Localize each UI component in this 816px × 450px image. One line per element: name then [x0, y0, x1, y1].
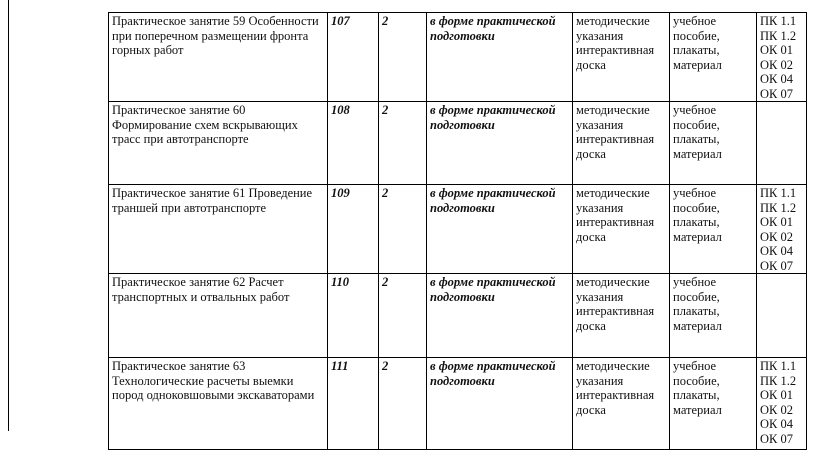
aids-line: плакаты, — [673, 388, 720, 402]
lesson-form-cell: в форме практической подготовки — [427, 358, 573, 450]
aids-line: материал — [673, 318, 722, 333]
table-row — [109, 185, 807, 274]
lesson-number-cell: 108 — [328, 102, 379, 185]
aids-line: пособие, — [673, 28, 720, 43]
lesson-plan-table — [108, 12, 807, 450]
aids-line: пособие, — [673, 373, 720, 388]
lesson-title-cell: Практическое занятие 63 Технологические расчеты выемки пород одноковшовыми экскаваторами — [109, 358, 328, 450]
aids-line: материал — [673, 57, 722, 72]
methods-cell — [573, 13, 670, 102]
aids-line: материал — [673, 402, 722, 417]
competency-code: ПК 1.2 — [760, 200, 797, 215]
competency-code: ОК 07 — [760, 258, 793, 273]
aids-line: пособие, — [673, 117, 720, 132]
hours-cell: 2 — [379, 274, 427, 358]
competency-code: ОК 04 — [760, 417, 793, 431]
aids-line: пособие, — [673, 200, 720, 215]
competencies-cell — [757, 13, 807, 102]
competencies-cell — [757, 102, 807, 185]
competency-code: ПК 1.2 — [760, 373, 797, 388]
aids-line: материал — [673, 146, 722, 161]
methods-line: методические — [576, 186, 650, 200]
lesson-title-cell: Практическое занятие 62 Расчет транспортных и отвальных работ — [109, 274, 328, 358]
lesson-title-cell: Практическое занятие 61 Проведение траншей при автотранспорте — [109, 185, 328, 274]
competency-code: ПК 1.1 — [760, 14, 797, 28]
table-row — [109, 13, 807, 102]
methods-line: интерактивная — [576, 43, 655, 57]
table-row — [109, 102, 807, 185]
lesson-number-cell: 109 — [328, 185, 379, 274]
competency-code: ОК 07 — [760, 431, 793, 446]
table-row — [109, 358, 807, 450]
lesson-number-cell: 110 — [328, 274, 379, 358]
competencies-cell — [757, 274, 807, 358]
aids-line: плакаты, — [673, 43, 720, 57]
methods-line: доска — [576, 229, 606, 244]
competencies-cell — [757, 358, 807, 450]
competency-code: ПК 1.1 — [760, 186, 797, 200]
methods-line: интерактивная — [576, 304, 655, 318]
competency-code: ОК 04 — [760, 72, 793, 86]
aids-line: учебное — [673, 359, 717, 373]
aids-line: материал — [673, 229, 722, 244]
methods-line: указания — [576, 373, 624, 388]
competency-code: ПК 1.2 — [760, 28, 797, 43]
methods-line: доска — [576, 318, 606, 333]
lesson-title-cell: Практическое занятие 60 Формирование схем вскрывающих трасс при автотранспорте — [109, 102, 328, 185]
teaching-aids-cell — [670, 274, 757, 358]
page-margin-rule — [8, 0, 9, 431]
methods-line: указания — [576, 28, 624, 43]
table-row — [109, 274, 807, 358]
competency-code: ОК 02 — [760, 229, 793, 244]
lesson-form-cell: в форме практической подготовки — [427, 274, 573, 358]
methods-line: интерактивная — [576, 132, 655, 146]
hours-cell: 2 — [379, 102, 427, 185]
aids-line: учебное — [673, 14, 717, 28]
methods-cell — [573, 274, 670, 358]
teaching-aids-cell — [670, 13, 757, 102]
methods-line: методические — [576, 103, 650, 117]
competency-code: ОК 02 — [760, 402, 793, 417]
competency-code: ОК 02 — [760, 57, 793, 72]
teaching-aids-cell — [670, 185, 757, 274]
methods-cell — [573, 185, 670, 274]
methods-line: методические — [576, 275, 650, 289]
lesson-form-cell: в форме практической подготовки — [427, 13, 573, 102]
methods-line: доска — [576, 57, 606, 72]
teaching-aids-cell — [670, 358, 757, 450]
aids-line: учебное — [673, 275, 717, 289]
aids-line: пособие, — [673, 289, 720, 304]
competency-code: ПК 1.1 — [760, 359, 797, 373]
methods-line: интерактивная — [576, 215, 655, 229]
methods-line: доска — [576, 402, 606, 417]
teaching-aids-cell — [670, 102, 757, 185]
competency-code: ОК 01 — [760, 215, 793, 229]
methods-cell — [573, 102, 670, 185]
methods-line: методические — [576, 359, 650, 373]
competency-code: ОК 01 — [760, 388, 793, 402]
methods-line: указания — [576, 289, 624, 304]
competency-code: ОК 07 — [760, 86, 793, 101]
competency-code: ОК 01 — [760, 43, 793, 57]
hours-cell: 2 — [379, 358, 427, 450]
methods-line: доска — [576, 146, 606, 161]
lesson-title-cell: Практическое занятие 59 Особенности при поперечном размещении фронта горных работ — [109, 13, 328, 102]
aids-line: учебное — [673, 186, 717, 200]
lesson-number-cell: 107 — [328, 13, 379, 102]
methods-line: методические — [576, 14, 650, 28]
hours-cell: 2 — [379, 13, 427, 102]
lesson-number-cell: 111 — [328, 358, 379, 450]
hours-cell: 2 — [379, 185, 427, 274]
aids-line: учебное — [673, 103, 717, 117]
methods-cell — [573, 358, 670, 450]
aids-line: плакаты, — [673, 132, 720, 146]
methods-line: указания — [576, 117, 624, 132]
lesson-form-cell: в форме практической подготовки — [427, 185, 573, 274]
lesson-form-cell: в форме практической подготовки — [427, 102, 573, 185]
methods-line: указания — [576, 200, 624, 215]
competencies-cell — [757, 185, 807, 274]
aids-line: плакаты, — [673, 304, 720, 318]
aids-line: плакаты, — [673, 215, 720, 229]
competency-code: ОК 04 — [760, 244, 793, 258]
methods-line: интерактивная — [576, 388, 655, 402]
